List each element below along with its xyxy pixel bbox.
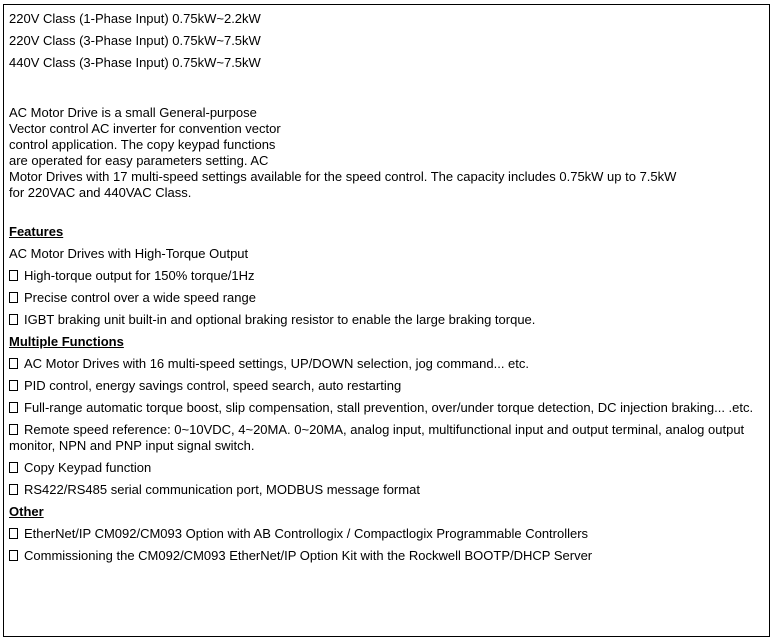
intro-line: for 220VAC and 440VAC Class. bbox=[9, 185, 192, 200]
list-item: EtherNet/IP CM092/CM093 Option with AB Controllogix / Compactlogix Programmable Controllers bbox=[9, 526, 767, 542]
bullet-box-icon bbox=[9, 314, 18, 325]
intro-line: AC Motor Drive is a small General-purpose bbox=[9, 105, 257, 120]
intro-line: are operated for easy parameters setting. AC bbox=[9, 153, 269, 168]
bullet-box-icon bbox=[9, 484, 18, 495]
intro-paragraph bbox=[9, 105, 767, 201]
multiple-functions-heading: Multiple Functions bbox=[9, 334, 124, 349]
list-item: Commissioning the CM092/CM093 EtherNet/IP Option Kit with the Rockwell BOOTP/DHCP Server bbox=[9, 548, 767, 564]
bullet-box-icon bbox=[9, 424, 18, 435]
bullet-box-icon bbox=[9, 528, 18, 539]
intro-line: Motor Drives with 17 multi-speed settings available for the speed control. The capacity includes 0.75kW up to 7.5kW bbox=[9, 169, 677, 184]
list-item: AC Motor Drives with 16 multi-speed settings, UP/DOWN selection, jog command... etc. bbox=[9, 356, 767, 372]
bullet-box-icon bbox=[9, 550, 18, 561]
list-item: PID control, energy savings control, speed search, auto restarting bbox=[9, 378, 767, 394]
list-item: Full-range automatic torque boost, slip compensation, stall prevention, over/under torque detection, DC injection braking... .etc. bbox=[9, 400, 767, 416]
list-item: RS422/RS485 serial communication port, MODBUS message format bbox=[9, 482, 767, 498]
bullet-box-icon bbox=[9, 380, 18, 391]
document-body bbox=[9, 11, 767, 570]
bullet-box-icon bbox=[9, 270, 18, 281]
list-item: Remote speed reference: 0~10VDC, 4~20MA. 0~20MA, analog input, multifunctional input and output terminal, analog output monitor, NPN and PNP input signal switch. bbox=[9, 422, 745, 453]
bullet-box-icon bbox=[9, 358, 18, 369]
list-item: IGBT braking unit built-in and optional braking resistor to enable the large braking torque. bbox=[9, 312, 767, 328]
list-item: Copy Keypad function bbox=[9, 460, 767, 476]
class-line: 220V Class (3-Phase Input) 0.75kW~7.5kW bbox=[9, 33, 261, 48]
class-line: 440V Class (3-Phase Input) 0.75kW~7.5kW bbox=[9, 55, 261, 70]
list-item: Precise control over a wide speed range bbox=[9, 290, 767, 306]
features-subheading: AC Motor Drives with High-Torque Output bbox=[9, 246, 249, 261]
bullet-box-icon bbox=[9, 402, 18, 413]
bullet-box-icon bbox=[9, 462, 18, 473]
intro-line: control application. The copy keypad functions bbox=[9, 137, 276, 152]
bullet-box-icon bbox=[9, 292, 18, 303]
features-heading: Features bbox=[9, 224, 64, 239]
class-line: 220V Class (1-Phase Input) 0.75kW~2.2kW bbox=[9, 11, 261, 26]
other-heading: Other bbox=[9, 504, 44, 519]
list-item: High-torque output for 150% torque/1Hz bbox=[9, 268, 767, 284]
document-frame bbox=[3, 4, 770, 637]
intro-line: Vector control AC inverter for convention vector bbox=[9, 121, 281, 136]
